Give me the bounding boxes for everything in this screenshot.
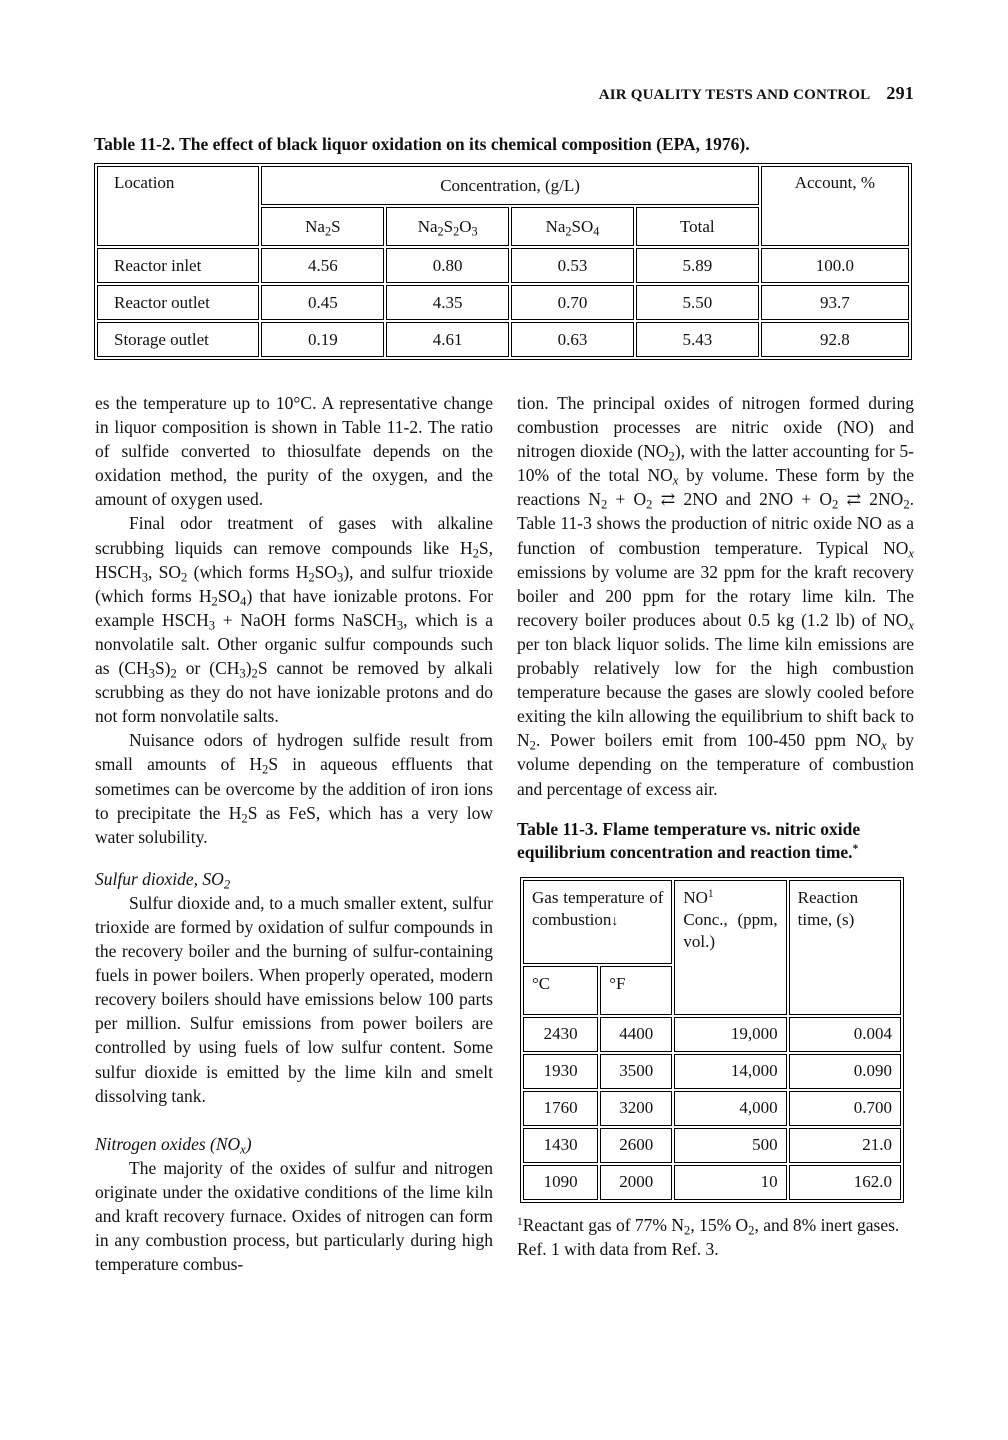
cell-reaction-time: 0.700 — [789, 1091, 901, 1126]
table-row — [97, 285, 909, 320]
cell-na2s2o3: 4.35 — [386, 285, 509, 320]
running-head — [599, 83, 914, 104]
cell-fahrenheit: 3200 — [600, 1091, 672, 1126]
header-concentration: Concentration, (g/L) — [261, 166, 758, 205]
header-account: Account, % — [761, 166, 909, 246]
cell-na2so4: 0.70 — [511, 285, 634, 320]
cell-reaction-time: 162.0 — [789, 1165, 901, 1200]
cell-location: Storage outlet — [97, 322, 259, 357]
cell-account: 100.0 — [761, 248, 909, 283]
cell-location: Reactor inlet — [97, 248, 259, 283]
cell-total: 5.50 — [636, 285, 759, 320]
cell-total: 5.43 — [636, 322, 759, 357]
cell-location: Reactor outlet — [97, 285, 259, 320]
cell-celsius: 1930 — [523, 1054, 598, 1089]
section-heading-nitrogen-oxides: Nitrogen oxides $(NO_x)$ — [95, 1133, 252, 1157]
table-11-3-footnote: $^1$Reactant gas of 77% $N_2$, 15% $O_2$, and 8% inert gases. Ref. 1 with data from Ref. 3. — [517, 1214, 900, 1259]
cell-na2s: 0.19 — [261, 322, 384, 357]
cell-fahrenheit: 2000 — [600, 1165, 672, 1200]
table-11-2 — [94, 163, 912, 360]
header-unit-celsius: °C — [523, 966, 598, 1015]
cell-total: 5.89 — [636, 248, 759, 283]
cell-fahrenheit: 2600 — [600, 1128, 672, 1163]
cell-account: 93.7 — [761, 285, 909, 320]
cell-na2so4: 0.53 — [511, 248, 634, 283]
cell-na2s2o3: 0.80 — [386, 248, 509, 283]
cell-reaction-time: 0.090 — [789, 1054, 901, 1089]
paragraph: Final odor treatment of gases with alkaline scrubbing liquids can remove compounds like $H_2S$, $HSCH_3$, $SO_2$ (which forms $H_2SO_3$), and sulfur trioxide (which forms $H_2SO_4$) that have ionizable protons. For example $HSCH_3$ + NaOH forms NaSCH$_3$, which is a nonvolatile salt. Other organic sulfur compounds such as $(CH_3S)_2$ or $(CH_3)_2S$ cannot be removed by alkali scrubbing as they do not have ionizable protons and do not form nonvolatile salts. — [95, 513, 494, 727]
paragraph: tion. The principal oxides of nitrogen formed during combustion processes are nitric oxide (NO) and nitrogen dioxide $(NO_2)$, with the latter accounting for 5-10% of the total $NO_x$ by volume. These form by the reactions $N_2 + O_2$ ⇄ 2NO and $2NO + O_2$ ⇄ $2NO_2$. Table 11-3 shows the production of nitric oxide NO as a function of combustion temperature. Typical $NO_x$ emissions by volume are 32 ppm for the kraft recovery boiler and 200 ppm for the rotary lime kiln. The recovery boiler produces about 0.5 kg (1.2 lb) of $NO_x$ per ton black liquor solids. The lime kiln emissions are probably relatively low for the high combustion temperature because the gases are slowly cooled before exiting the kiln allowing the equilibrium to shift back to $N_2$. Power boilers emit from 100-450 ppm $NO_x$ by volume depending on the temperature of combustion and percentage of excess air. — [517, 393, 915, 799]
left-column — [95, 391, 493, 1276]
header-unit-fahrenheit: °F — [600, 966, 672, 1015]
cell-no-conc: 500 — [674, 1128, 786, 1163]
cell-no-conc: 19,000 — [674, 1017, 786, 1052]
cell-no-conc: 10 — [674, 1165, 786, 1200]
header-na2s2o3: $Na_2S_2O_3$ — [386, 207, 509, 246]
cell-reaction-time: 0.004 — [789, 1017, 901, 1052]
header-reaction-time: Reaction time, (s) — [789, 880, 901, 1015]
cell-fahrenheit: 4400 — [600, 1017, 672, 1052]
section-heading-sulfur-dioxide: Sulfur dioxide, $SO_2$ — [95, 868, 231, 892]
paragraph: The majority of the oxides of sulfur and nitrogen originate under the oxidative conditions of the lime kiln and kraft recovery furnace. Oxides of nitrogen can form in any combustion process, but particularly during high temperature combus- — [95, 1157, 493, 1275]
cell-celsius: 1090 — [523, 1165, 598, 1200]
table-11-2-caption: Table 11-2. The effect of black liquor oxidation on its chemical composition (EPA, 1976). — [94, 134, 750, 154]
header-na2so4: $Na_2SO_4$ — [511, 207, 634, 246]
paragraph: Sulfur dioxide and, to a much smaller extent, sulfur trioxide are formed by oxidation of sulfur compounds in the recovery boiler and the burning of sulfur-containing fuels in power boilers. When properly operated, modern recovery boilers should have emissions below 100 parts per million. Sulfur emissions from power boilers are controlled by using fuels of low sulfur content. Some sulfur dioxide is emitted by the lime kiln and smelt dissolving tank. — [95, 892, 493, 1106]
table-row — [523, 1017, 901, 1052]
cell-na2s: 0.45 — [261, 285, 384, 320]
cell-na2s: 4.56 — [261, 248, 384, 283]
header-no-concentration: $NO^1$ Conc., (ppm, vol.) — [674, 880, 786, 1015]
running-title: AIR QUALITY TESTS AND CONTROL — [598, 87, 871, 103]
cell-no-conc: 14,000 — [674, 1054, 786, 1089]
cell-fahrenheit: 3500 — [600, 1054, 672, 1089]
cell-celsius: 1760 — [523, 1091, 598, 1126]
header-location: Location — [97, 166, 259, 246]
header-total: Total — [636, 207, 759, 246]
paragraph: es the temperature up to 10°C. A representative change in liquor composition is shown in Table 11-2. The ratio of sulfide converted to thiosulfate depends on the oxidation method, the purity of the oxygen, and the amount of oxygen used. — [95, 393, 493, 510]
cell-celsius: 2430 — [523, 1017, 598, 1052]
cell-reaction-time: 21.0 — [789, 1128, 901, 1163]
table-row — [523, 1128, 901, 1163]
table-row — [97, 248, 909, 283]
paragraph: Nuisance odors of hydrogen sulfide result from small amounts of $H_2S$ in aqueous effluents that sometimes can be overcome by the addition of iron ions to precipitate the $H_2S$ as FeS, which has a very low water solubility. — [95, 730, 493, 847]
table-row — [523, 1091, 901, 1126]
header-na2s: $Na_2S$ — [261, 207, 384, 246]
right-column — [517, 391, 914, 1261]
cell-na2so4: 0.63 — [511, 322, 634, 357]
cell-no-conc: 4,000 — [674, 1091, 786, 1126]
cell-celsius: 1430 — [523, 1128, 598, 1163]
header-gas-temperature: Gas temperature of combustion↓ — [523, 880, 672, 964]
page-number: 291 — [886, 83, 914, 103]
table-11-3 — [520, 877, 904, 1203]
table-row — [97, 322, 909, 357]
table-11-3-caption: Table 11-3. Flame temperature vs. nitric oxide equilibrium concentration and reaction time.* — [517, 818, 861, 862]
cell-account: 92.8 — [761, 322, 909, 357]
cell-na2s2o3: 4.61 — [386, 322, 509, 357]
table-row — [523, 1165, 901, 1200]
table-row — [523, 1054, 901, 1089]
